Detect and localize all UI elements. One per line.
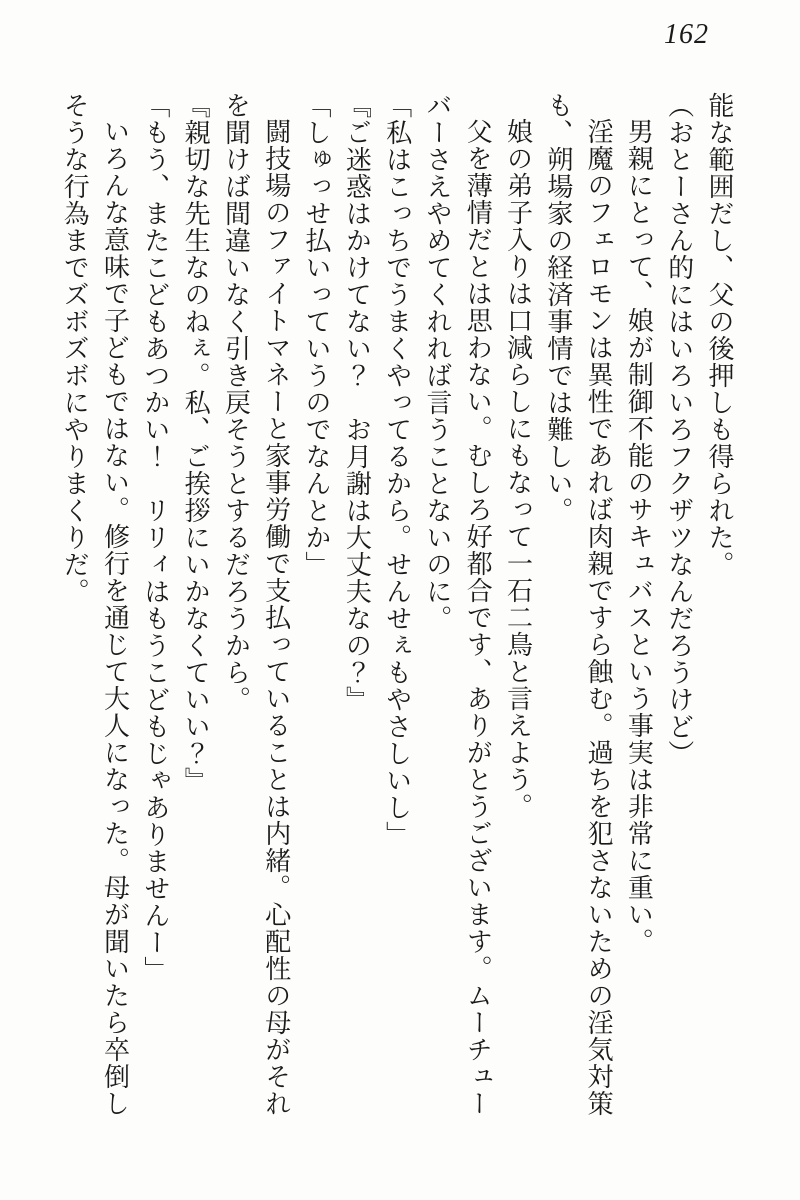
text-line: 能な範囲だし、父の後押しも得られた。	[705, 92, 734, 578]
text-line: いろんな意味で子どもではない。修行を通じて大人になった。母が聞いたら卒倒し	[100, 118, 130, 1117]
text-line: 「しゅっせ払いっていうのでなんとか」	[302, 92, 332, 578]
text-line: 闘技場のファイトマネーと家事労働で支払っていることは内緒。心配性の母がそれ	[261, 118, 291, 1117]
text-line: 「私はこっちでうまくやってるから。せんせぇもやさしいし」	[382, 92, 412, 848]
text-line: 淫魔のフェロモンは異性であれば肉親ですら蝕む。過ちを犯さないための淫気対策	[584, 118, 614, 1117]
text-line: 娘の弟子入りは口減らしにもなって一石二鳥と言えよう。	[503, 118, 533, 820]
text-line: 『ご迷惑はかけてない？ お月謝は大丈夫なの？』	[342, 92, 372, 713]
text-line: バーさえやめてくれれば言うことないのに。	[422, 92, 452, 632]
text-line: も、朔場家の経済事情では難しい。	[543, 92, 573, 524]
text-line: 『親切な先生なのねぇ。私、ご挨拶にいかなくていい？』	[181, 92, 211, 794]
page-number: 162	[664, 19, 709, 50]
text-line: そうな行為までズボズボにやりまくりだ。	[60, 92, 90, 605]
text-line: 「もう、またこどもあつかい！ リリィはもうこどもじゃありませんー」	[140, 92, 170, 983]
body-text	[54, 92, 739, 1142]
text-line: 男親にとって、娘が制御不能のサキュバスという事実は非常に重い。	[624, 118, 654, 955]
text-line: （おとーさん的にはいろいろフクザツなんだろうけど）	[664, 92, 694, 767]
text-line: 父を薄情だとは思わない。むしろ好都合です、ありがとうございます。ムーチュー	[463, 118, 493, 1117]
text-line: を聞けば間違いなく引き戻そうとするだろうから。	[221, 92, 251, 713]
